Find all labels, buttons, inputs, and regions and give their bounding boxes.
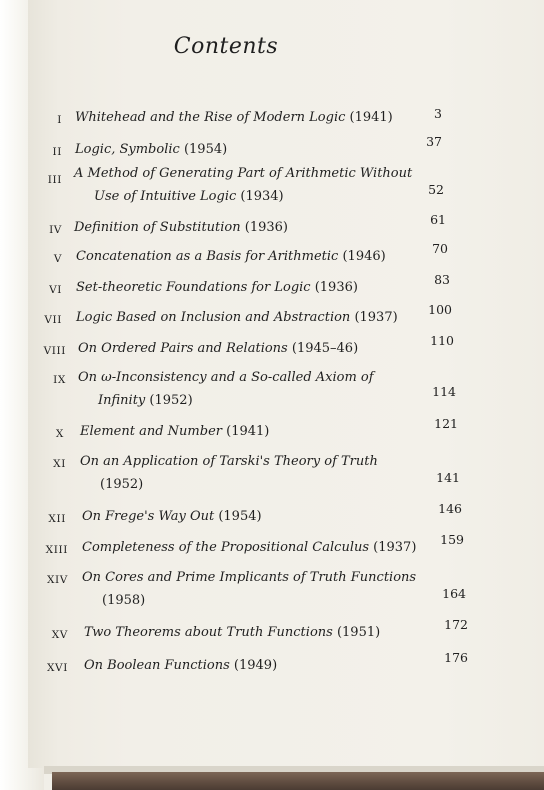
entry-numeral: X — [55, 428, 64, 440]
entry-page-number: 172 — [444, 617, 468, 632]
entry-title: Two Theorems about Truth Functions (1951) — [84, 625, 381, 640]
entry-numeral: XIII — [45, 544, 68, 556]
entry-page-number: 61 — [430, 212, 446, 227]
entry-title: On Frege's Way Out (1954) — [82, 509, 262, 524]
entry-title: On an Application of Tarski's Theory of Truth (1952) — [80, 454, 378, 492]
entry-title: Whitehead and the Rise of Modern Logic (1941) — [75, 110, 393, 125]
entry-numeral: IV — [49, 224, 62, 236]
entry-title: Element and Number (1941) — [80, 424, 270, 439]
entry-page-number: 110 — [430, 333, 454, 348]
entry-title: Definition of Substitution (1936) — [74, 220, 289, 235]
entry-numeral: XIV — [46, 574, 68, 586]
entry-page-number: 164 — [442, 586, 466, 601]
entry-page-number: 121 — [434, 416, 458, 431]
entry-page-number: 100 — [428, 302, 452, 317]
entry-title: A Method of Generating Part of Arithmetic Without Use of Intuitive Logic (1934) — [74, 166, 413, 204]
entry-page-number: 37 — [426, 134, 442, 149]
entry-page-number: 70 — [432, 241, 448, 256]
toc-entry — [0, 566, 544, 610]
entry-page-number: 141 — [436, 470, 460, 485]
entry-numeral: XV — [51, 629, 68, 641]
entry-page-number: 146 — [438, 501, 462, 516]
entry-numeral: I — [57, 114, 62, 126]
entry-numeral: III — [47, 174, 62, 186]
entry-page-number: 83 — [434, 272, 450, 287]
entry-title: Logic, Symbolic (1954) — [75, 142, 228, 157]
entry-page-number: 3 — [434, 106, 442, 121]
toc-entry — [0, 162, 544, 206]
entry-numeral: IX — [53, 374, 66, 386]
entry-numeral: XVI — [46, 662, 68, 674]
entry-title: On Cores and Prime Implicants of Truth Functions (1958) — [82, 570, 417, 608]
toc-entry — [0, 450, 544, 494]
entry-page-number: 159 — [440, 532, 464, 547]
entry-title: Set-theoretic Foundations for Logic (1936) — [76, 280, 358, 295]
entry-title: On Boolean Functions (1949) — [84, 658, 278, 673]
entry-page-number: 114 — [432, 384, 456, 399]
entry-numeral: XII — [48, 513, 66, 525]
contents-heading: Contents — [173, 34, 279, 59]
entry-numeral: V — [53, 253, 62, 265]
toc-entry — [0, 366, 544, 410]
entry-numeral: II — [52, 146, 62, 158]
entry-title: On Ordered Pairs and Relations (1945–46) — [78, 341, 359, 356]
entry-numeral: VII — [44, 314, 62, 326]
entry-page-number: 176 — [444, 650, 468, 665]
entry-title: On ω-Inconsistency and a So-called Axiom of Infinity (1952) — [78, 370, 374, 408]
entry-title: Completeness of the Propositional Calculus (1937) — [82, 540, 417, 555]
entry-numeral: VI — [49, 284, 62, 296]
entry-title: Logic Based on Inclusion and Abstraction (1937) — [76, 310, 398, 325]
entry-numeral: XI — [53, 458, 66, 470]
entry-numeral: VIII — [43, 345, 66, 357]
entry-page-number: 52 — [428, 182, 444, 197]
entry-title: Concatenation as a Basis for Arithmetic (1946) — [76, 249, 386, 264]
toc-entry — [0, 650, 544, 698]
